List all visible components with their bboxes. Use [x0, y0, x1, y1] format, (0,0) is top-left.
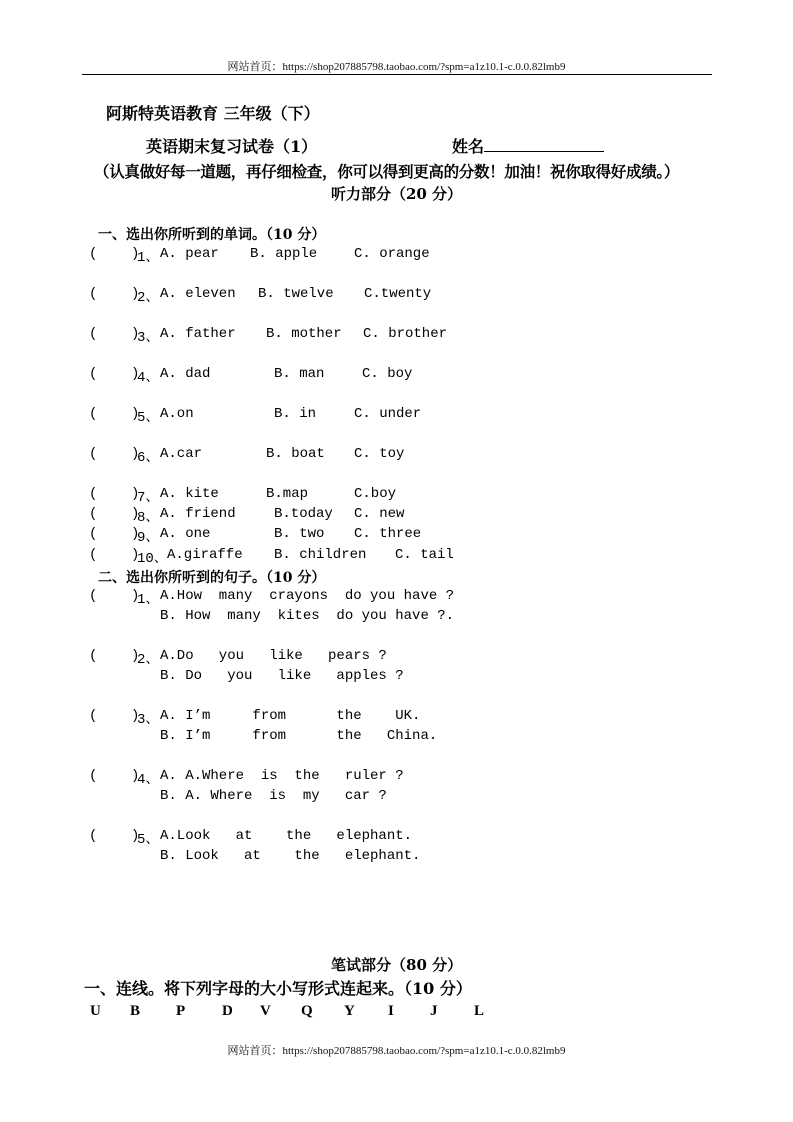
letter: B: [130, 1003, 141, 1019]
answer-paren: ( ): [89, 246, 140, 262]
sentence-a: A. A.Where is the ruler ?: [160, 768, 404, 784]
letter: Y: [344, 1003, 355, 1019]
option-a: A. dad: [160, 366, 211, 382]
sentence-b: B. I’m from the China.: [160, 728, 438, 744]
option-a: A. kite: [160, 486, 219, 502]
sentence-b: B. Do you like apples ?: [160, 668, 404, 684]
option-b: B. apple: [250, 246, 318, 262]
option-b: B. man: [274, 366, 325, 382]
option-a: A. father: [160, 326, 236, 342]
letter: L: [474, 1003, 485, 1019]
question-number: 1、: [137, 250, 160, 266]
answer-paren: ( ): [89, 588, 140, 604]
answer-paren: ( ): [89, 828, 140, 844]
exam-title: 英语期末复习试卷（1）: [146, 137, 318, 156]
option-b: B. twelve: [258, 286, 334, 302]
option-b: B. mother: [266, 326, 342, 342]
sentence-a: A.How many crayons do you have ?: [160, 588, 455, 604]
letter: J: [430, 1003, 438, 1019]
answer-paren: ( ): [89, 708, 140, 724]
page-footer: 网站首页：https://shop207885798.taobao.com/?spm=a1z10.1-c.0.0.82lmb9: [227, 1045, 566, 1057]
option-a: A. pear: [160, 246, 219, 262]
encouragement: （认真做好每一道题，再仔细检查，你可以得到更高的分数！加油！祝你取得好成绩。）: [94, 162, 680, 181]
question-number: 3、: [137, 330, 160, 346]
answer-paren: ( ): [89, 326, 140, 342]
question-number: 3、: [137, 712, 160, 728]
letter: Q: [301, 1003, 313, 1019]
option-a: A.car: [160, 446, 203, 462]
question-number: 5、: [137, 410, 160, 426]
option-b: B. in: [274, 406, 317, 422]
option-c: C. boy: [362, 366, 413, 382]
option-c: C. three: [354, 526, 422, 542]
letter: U: [90, 1003, 101, 1019]
question-number: 2、: [137, 290, 160, 306]
name-label: 姓名: [452, 137, 485, 156]
name-blank: [484, 137, 604, 152]
option-c: C.boy: [354, 486, 397, 502]
answer-paren: ( ): [89, 648, 140, 664]
question-number: 10、: [137, 551, 168, 567]
option-a: A.on: [160, 406, 194, 422]
answer-paren: ( ): [89, 526, 140, 542]
option-c: C. brother: [363, 326, 448, 342]
option-c: C. orange: [354, 246, 430, 262]
answer-paren: ( ): [89, 768, 140, 784]
answer-paren: ( ): [89, 547, 140, 563]
question-number: 1、: [137, 592, 160, 608]
letter: D: [222, 1003, 233, 1019]
page-header: 网站首页：https://shop207885798.taobao.com/?spm=a1z10.1-c.0.0.82lmb9: [227, 61, 566, 73]
school-title: 阿斯特英语教育 三年级（下）: [106, 104, 320, 123]
name-field: [452, 134, 604, 157]
option-c: C. new: [354, 506, 405, 522]
question-number: 4、: [137, 772, 160, 788]
question-number: 6、: [137, 450, 160, 466]
question-number: 7、: [137, 490, 160, 506]
option-c: C. tail: [395, 547, 454, 563]
written-title: 笔试部分（80 分）: [331, 956, 463, 974]
listening-title: 听力部分（20 分）: [330, 185, 463, 203]
part1-title: 一、选出你所听到的单词。（10 分）: [98, 227, 326, 243]
sentence-a: A.Look at the elephant.: [160, 828, 413, 844]
answer-paren: ( ): [89, 406, 140, 422]
option-b: B. two: [274, 526, 325, 542]
header-rule: [82, 74, 712, 75]
sentence-a: A. I’m from the UK.: [160, 708, 421, 724]
option-b: B. children: [274, 547, 367, 563]
question-number: 8、: [137, 510, 160, 526]
part2-title: 二、选出你所听到的句子。（10 分）: [98, 570, 326, 586]
answer-paren: ( ): [89, 446, 140, 462]
option-c: C.twenty: [364, 286, 432, 302]
question-number: 5、: [137, 832, 160, 848]
option-c: C. toy: [354, 446, 405, 462]
question-number: 2、: [137, 652, 160, 668]
letter: P: [176, 1003, 186, 1019]
option-c: C. under: [354, 406, 422, 422]
question-number: 9、: [137, 530, 160, 546]
letter: V: [260, 1003, 271, 1019]
option-b: B.today: [274, 506, 333, 522]
sentence-a: A.Do you like pears ?: [160, 648, 387, 664]
option-b: B. boat: [266, 446, 325, 462]
answer-paren: ( ): [89, 486, 140, 502]
option-a: A. eleven: [160, 286, 236, 302]
option-a: A. one: [160, 526, 211, 542]
answer-paren: ( ): [89, 286, 140, 302]
question-number: 4、: [137, 370, 160, 386]
answer-paren: ( ): [89, 506, 140, 522]
written-part1-title: 一、连线。将下列字母的大小写形式连起来。（10 分）: [84, 979, 472, 998]
answer-paren: ( ): [89, 366, 140, 382]
option-a: A. friend: [160, 506, 236, 522]
letter: I: [388, 1003, 394, 1019]
sentence-b: B. Look at the elephant.: [160, 848, 421, 864]
sentence-b: B. A. Where is my car ?: [160, 788, 387, 804]
option-b: B.map: [266, 486, 309, 502]
sentence-b: B. How many kites do you have ?.: [160, 608, 455, 624]
option-a: A.giraffe: [167, 547, 243, 563]
